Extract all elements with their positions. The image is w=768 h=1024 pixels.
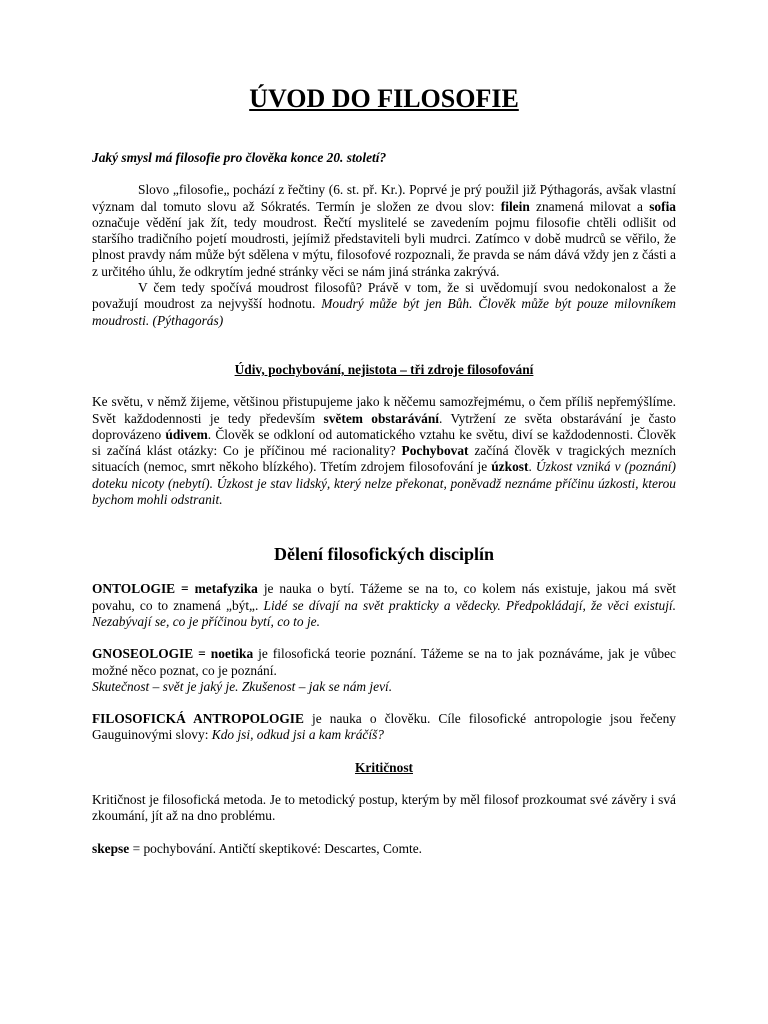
skepse-text: = pochybování. Antičtí skeptikové: Descartes, Comte. bbox=[129, 840, 423, 856]
disciplines-heading: Dělení filosofických disciplín bbox=[273, 544, 495, 565]
criticism-paragraph: Kritičnost je filosofická metoda. Je to metodický postup, kterým by měl filosof prozkoumat své závěry i svá zkoumání, jít až na dno problému. bbox=[92, 792, 676, 824]
intro-text-a: Slovo „filosofie„ pochází z řečtiny (6. st. př. Kr.). Poprvé je prý použil již Pýthagorás, avšak vlastní význam dal tomuto slovu až Sókratés. Termín je složen ze dvou slov: bbox=[92, 182, 676, 214]
intro-text-c: znamená milovat a bbox=[529, 198, 650, 214]
criticism-heading: Kritičnost bbox=[354, 759, 413, 775]
document-body bbox=[92, 84, 676, 857]
term-ontologie: ONTOLOGIE = metafyzika bbox=[92, 581, 258, 597]
anthropology-text: je nauka o člověku. Cíle filosofické antropologie jsou řečeny Gauguinovými slovy: bbox=[92, 711, 676, 743]
gnoseology-text: je filosofická teorie poznání. Tážeme se na to jak poznáváme, jak je vůbec možné něco poznat, co je poznání. bbox=[92, 646, 676, 678]
gnoseology-paragraph bbox=[92, 646, 676, 679]
sources-heading: Údiv, pochybování, nejistota – tři zdroje filosofování bbox=[234, 361, 534, 377]
sources-text-3: . Člověk se odkloní od automatického vztahu ke světu, diví se každodennosti. Člověk si začíná klást otázky: Co je příčinou mé racionality? bbox=[92, 426, 676, 459]
term-antropologie: FILOSOFICKÁ ANTROPOLOGIE bbox=[92, 711, 304, 727]
ontology-paragraph bbox=[92, 581, 676, 630]
document-subtitle: Jaký smysl má filosofie pro člověka konce 20. století? bbox=[92, 150, 387, 165]
sources-text-4: začíná člověk v tragických mezních situacích (nemoc, smrt někoho blízkého). Třetím zdrojem filosofování je bbox=[92, 443, 676, 475]
intro-text-d: označuje vědění jak žít, tedy moudrost. Řečtí myslitelé se zavedením pojmu filosofie chtěli odlišit od staršího tradičního pojetí moudrosti, jejímiž představiteli byli mudrci. Zatímco v době mudrců se věřilo, že plnost pravdy nám může být sdělena v mýtu, filosofové rozpoznali, že pravda se nám dává vždy jen z části a z určitého úhlu, že odkrytím jedné stránky věci se nám jiná stránka zakrývá. bbox=[92, 214, 676, 279]
term-udiv: údivem bbox=[165, 426, 208, 442]
term-svet-obstaravani: světem obstarávání bbox=[323, 410, 439, 426]
intro-paragraph-1 bbox=[92, 182, 676, 280]
skepse-paragraph bbox=[92, 841, 676, 857]
term-uzkost: úzkost bbox=[491, 459, 529, 475]
gnoseology-italic: Skutečnost – svět je jaký je. Zkušenost – jak se nám jeví. bbox=[92, 678, 393, 694]
ontology-italic: Lidé se dívají na svět prakticky a vědecky. Předpokládají, že věci existují. Nezabývají se, co je příčinou bytí, co to je. bbox=[92, 597, 676, 629]
term-pochybovat: Pochybovat bbox=[401, 443, 469, 459]
gauguin-quote: Kdo jsi, odkud jsi a kam kráčíš? bbox=[211, 727, 384, 743]
intro-paragraph-2 bbox=[92, 280, 676, 329]
uzkost-definition: Úzkost vzniká v (poznání) doteku nicoty (nebytí). Úzkost je stav lidský, který nelze překonat, poněvadž neznáme příčinu úzkosti, kterou bychom mohli odstranit. bbox=[92, 459, 676, 508]
term-gnoseologie: GNOSEOLOGIE = noetika bbox=[92, 646, 254, 662]
intro-p2-text: V čem tedy spočívá moudrost filosofů? Právě v tom, že si uvědomují svou nedokonalost a že považují moudrost za nejvyšší hodnotu. bbox=[92, 280, 676, 312]
document-title: ÚVOD DO FILOSOFIE bbox=[249, 84, 519, 113]
anthropology-paragraph bbox=[92, 711, 676, 744]
sources-paragraph bbox=[92, 394, 676, 508]
ontology-text: je nauka o bytí. Tážeme se na to, co kolem nás existuje, jakou má svět povahu, co to znamená „být„. bbox=[92, 581, 677, 613]
term-filein: filein bbox=[500, 198, 530, 214]
pythagoras-quote: Moudrý může být jen Bůh. Člověk může být pouze milovníkem moudrosti. (Pýthagorás) bbox=[92, 296, 676, 328]
sources-text-5: . bbox=[528, 459, 536, 475]
term-skepse: skepse bbox=[92, 840, 130, 856]
term-sofia: sofia bbox=[649, 198, 676, 214]
sources-text-1: Ke světu, v němž žijeme, většinou přistupujeme jako k něčemu samozřejmému, o čem příliš nepřemýšlíme. Svět každodennosti je tedy především bbox=[92, 394, 676, 426]
sources-text-2: . Vytržení ze světa obstarávání je často doprovázeno bbox=[92, 410, 676, 442]
